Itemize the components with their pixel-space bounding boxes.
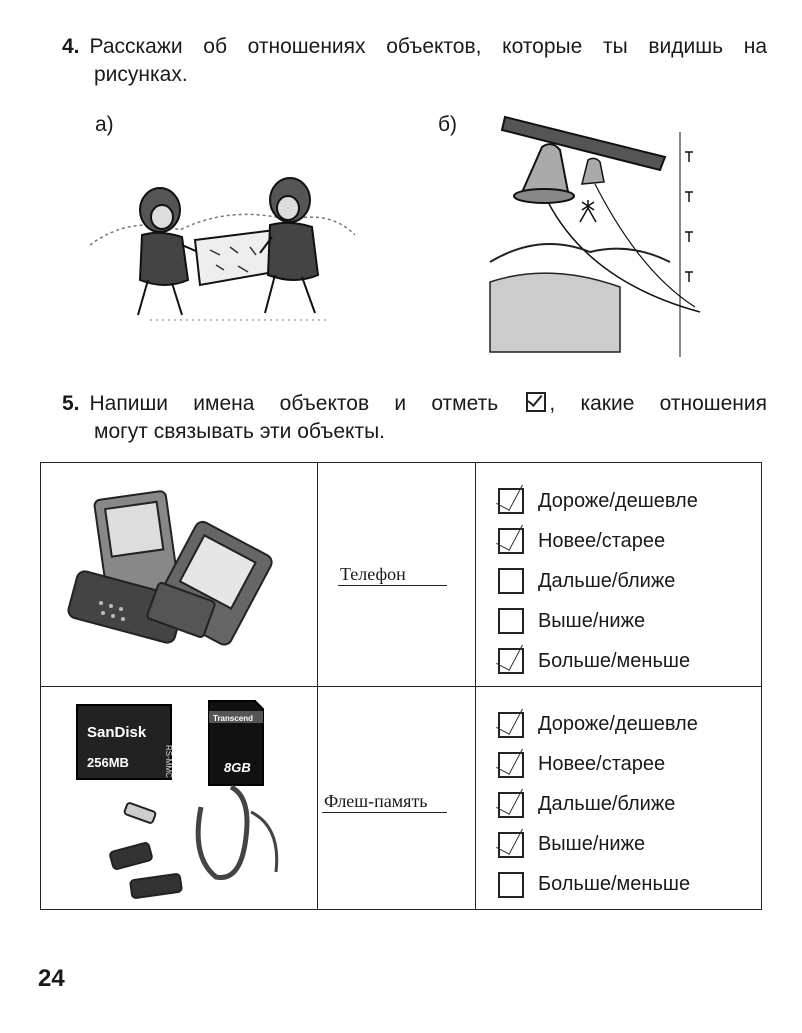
option-phone-0	[498, 481, 761, 521]
task-4-number: 4.	[62, 35, 80, 58]
table-row-phones	[41, 463, 762, 687]
checkbox-checked-icon	[526, 392, 546, 412]
option-label: Выше/ниже	[537, 609, 646, 632]
flash-options-cell	[475, 686, 761, 910]
transcend-size: 8GB	[224, 759, 251, 775]
objects-table	[40, 462, 762, 910]
option-label: Выше/ниже	[537, 833, 646, 856]
option-phone-1	[498, 521, 761, 561]
picture-label-a: а)	[95, 113, 114, 136]
cavemen-picture	[90, 175, 355, 325]
option-label: Больше/меньше	[537, 873, 691, 896]
task-4	[62, 33, 767, 89]
task-5	[62, 390, 767, 446]
task-5-line-2: могут связывать эти объекты.	[94, 420, 385, 443]
option-checkbox[interactable]	[498, 832, 524, 858]
phones-image	[41, 463, 317, 685]
option-label: Дальше/ближе	[537, 793, 676, 816]
option-checkbox[interactable]	[498, 608, 524, 634]
option-flash-3	[498, 825, 761, 865]
phones-image-cell	[41, 463, 318, 687]
picture-label-b: б)	[438, 113, 458, 136]
option-flash-1	[498, 745, 761, 785]
option-checkbox[interactable]	[498, 792, 524, 818]
sandisk-side: RS-MMC	[164, 744, 173, 778]
flash-image-cell	[41, 686, 318, 910]
flash-options	[476, 691, 761, 905]
option-label: Новее/старее	[537, 753, 666, 776]
option-label: Больше/меньше	[537, 649, 691, 672]
option-phone-4	[498, 641, 761, 681]
option-flash-0	[498, 705, 761, 745]
page-number: 24	[38, 965, 65, 992]
bells-picture	[480, 112, 720, 362]
sandisk-size: 256MB	[87, 754, 129, 770]
phones-options-cell	[475, 463, 761, 687]
option-flash-4	[498, 865, 761, 905]
table-row-flash	[41, 686, 762, 910]
option-label: Дальше/ближе	[537, 569, 676, 592]
task-5-text-1b: , какие отношения	[549, 392, 767, 415]
sandisk-brand: SanDisk	[87, 723, 147, 741]
task-4-line-1	[62, 33, 767, 61]
option-checkbox[interactable]	[498, 872, 524, 898]
object-name-flash[interactable]: Флеш-память	[322, 790, 447, 813]
phones-options	[476, 467, 761, 681]
task-5-text-1a: Напиши имена объектов и отметь	[89, 392, 499, 415]
option-phone-3	[498, 601, 761, 641]
object-name-phone[interactable]: Телефон	[338, 563, 447, 586]
option-checkbox[interactable]	[498, 488, 524, 514]
flash-name-cell	[318, 686, 476, 910]
transcend-brand: Transcend	[213, 713, 254, 723]
option-label: Дороже/дешевле	[537, 489, 698, 512]
option-label: Новее/старее	[537, 529, 666, 552]
flash-image	[41, 687, 317, 909]
task-4-text-1: Расскажи об отношениях объектов, которые ты видишь на	[89, 35, 767, 58]
option-phone-2	[498, 561, 761, 601]
option-checkbox[interactable]	[498, 528, 524, 554]
phones-name-cell	[318, 463, 476, 687]
task-4-line-2: рисунках.	[94, 63, 188, 86]
option-checkbox[interactable]	[498, 752, 524, 778]
option-flash-2	[498, 785, 761, 825]
option-checkbox[interactable]	[498, 712, 524, 738]
task-5-number: 5.	[62, 392, 80, 415]
task-5-line-1	[62, 390, 767, 418]
option-label: Дороже/дешевле	[537, 713, 698, 736]
option-checkbox[interactable]	[498, 648, 524, 674]
option-checkbox[interactable]	[498, 568, 524, 594]
